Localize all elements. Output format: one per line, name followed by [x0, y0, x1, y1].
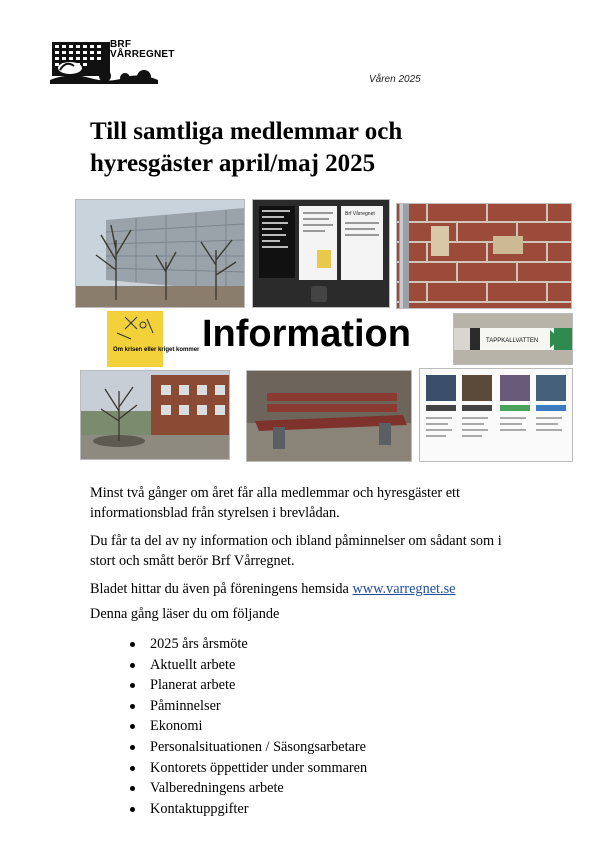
list-item: Planerat arbete	[130, 675, 367, 696]
list-item: 2025 års årsmöte	[130, 634, 367, 655]
title-line-2: hyresgäster april/maj 2025	[90, 150, 376, 177]
photo-park-bench	[246, 370, 412, 462]
logo-line-2: VÅRREGNET	[110, 49, 175, 60]
list-item: Kontaktuppgifter	[130, 799, 367, 820]
logo-line-1: BRF	[110, 39, 132, 50]
list-item: Ekonomi	[130, 716, 367, 737]
association-logo	[50, 36, 175, 86]
website-link[interactable]: www.varregnet.se	[352, 581, 456, 597]
information-heading: Information	[202, 313, 411, 355]
photo-brick-wall-pipe	[396, 203, 572, 309]
list-item: Kontorets öppettider under sommaren	[130, 758, 367, 779]
photo-building-scaffolding	[75, 199, 245, 308]
paragraph-news: Du får ta del av ny information och ibland påminnelser om sådant som i stort och smått berör Brf Vårregnet.	[90, 533, 502, 569]
photo-recycling-poster	[419, 368, 573, 462]
logo-wordmark	[110, 40, 175, 60]
photo-document-screen	[252, 199, 390, 308]
list-item: Påminnelser	[130, 696, 367, 717]
svg-text:Om krisen eller kriget kommer	[113, 347, 200, 353]
list-item: Aktuellt arbete	[130, 655, 367, 676]
pipe-label: TAPPKALLVATTEN	[486, 338, 539, 344]
website-prefix: Bladet hittar du även på föreningens hemsida	[90, 581, 353, 597]
season-label: Våren 2025	[369, 74, 421, 85]
topics-list	[130, 634, 367, 819]
paragraph-website	[90, 579, 522, 599]
crisis-booklet-cover	[107, 311, 200, 367]
photo-courtyard	[80, 370, 230, 460]
booklet-caption: Om krisen eller kriget kommer	[113, 347, 200, 353]
list-item: Personalsituationen / Säsongsarbetare	[130, 737, 367, 758]
list-item: Valberedningens arbete	[130, 778, 367, 799]
paragraph-intro: Minst två gånger om året får alla medlemmar och hyresgäster ett informationsblad från styrelsen i brevlådan.	[90, 485, 460, 521]
page-title	[90, 116, 510, 180]
doc-heading: Brf Vårregnet	[345, 211, 375, 217]
title-line-1: Till samtliga medlemmar och	[90, 118, 403, 145]
paragraph-topics-intro: Denna gång läser du om följande	[90, 606, 280, 622]
photo-labeled-pipe	[453, 313, 573, 365]
